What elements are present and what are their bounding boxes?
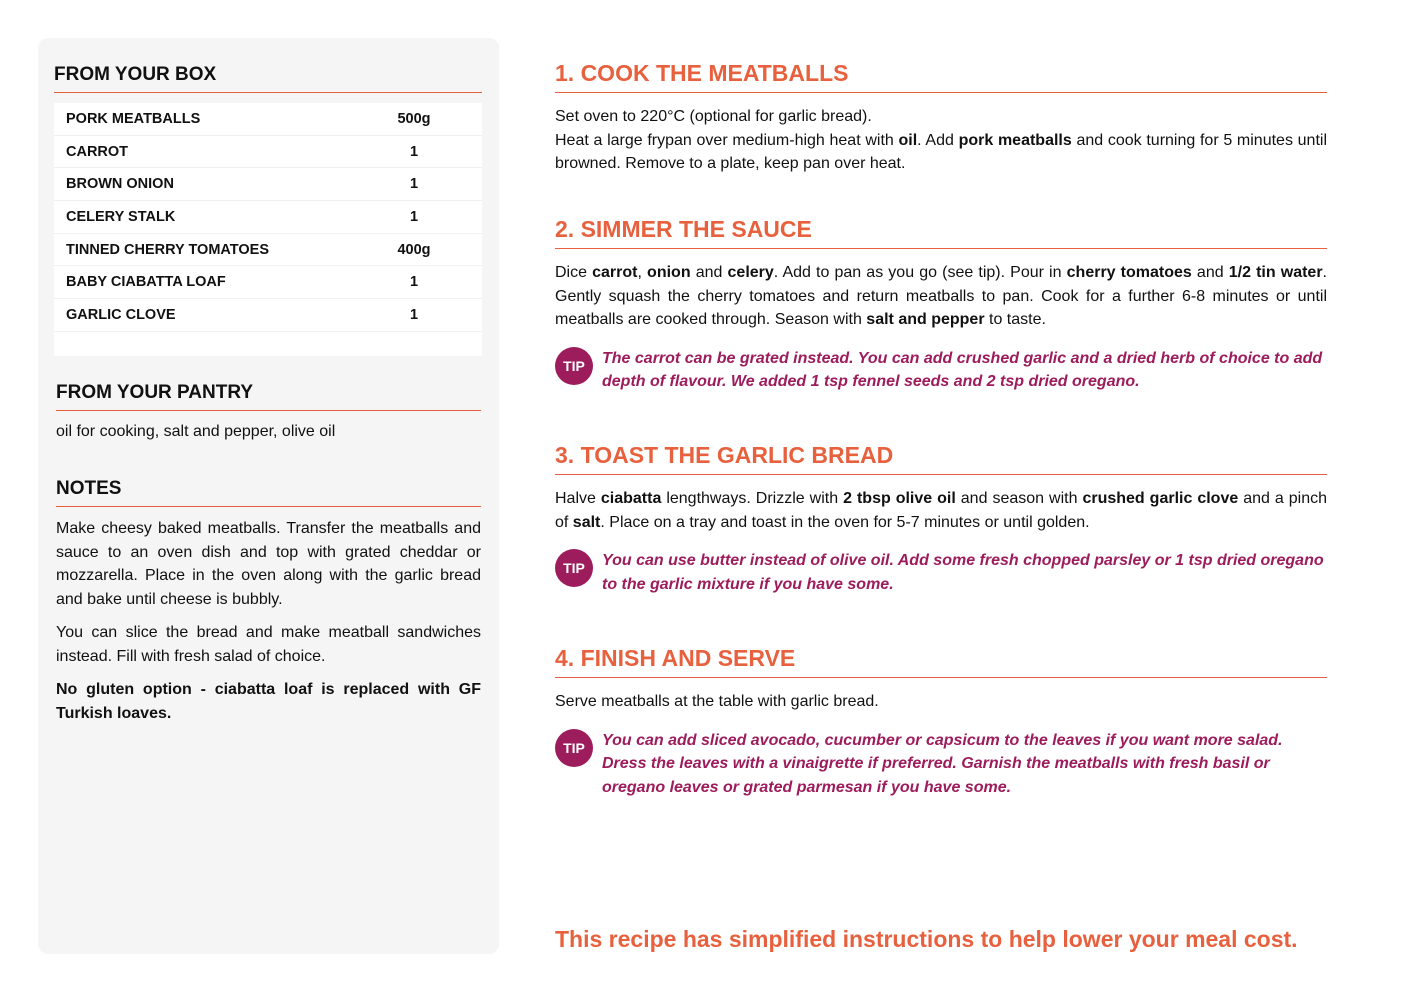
notes-gluten-option: No gluten option - ciabatta loaf is replaced with GF Turkish loaves.	[56, 681, 481, 722]
tip-badge: TIP	[555, 729, 593, 767]
step-body	[555, 261, 1327, 332]
step-text: Halve	[555, 490, 601, 507]
notes-paragraph: You can slice the bread and make meatball sandwiches instead. Fill with fresh salad of choice.	[56, 624, 481, 665]
step-ingredient: onion	[647, 264, 691, 281]
sidebar-panel	[38, 38, 499, 954]
tip-box	[555, 549, 1327, 596]
pantry-text: oil for cooking, salt and pepper, olive oil	[56, 423, 336, 440]
step-title: 4. FINISH AND SERVE	[555, 645, 1327, 678]
step-text: . Place on a tray and toast in the oven for 5-7 minutes or until golden.	[600, 513, 1090, 531]
tip-badge: TIP	[555, 347, 593, 385]
step-title: 2. SIMMER THE SAUCE	[555, 216, 1327, 249]
table-row	[54, 103, 482, 136]
step-ingredient: celery	[727, 264, 774, 281]
tip-box	[555, 347, 1327, 394]
tip-text: The carrot can be grated instead. You can add crushed garlic and a dried herb of choice to add depth of flavour. We added 1 tsp fennel seeds and 2 tsp dried oregano.	[602, 349, 1323, 390]
ingredient-name: PORK MEATBALLS	[66, 110, 201, 127]
step-text: Heat a large frypan over medium-high heat with	[555, 131, 899, 149]
ingredient-name: TINNED CHERRY TOMATOES	[66, 241, 270, 258]
table-row	[54, 168, 482, 201]
step-ingredient: oil	[898, 131, 918, 149]
step-title: 1. COOK THE MEATBALLS	[555, 60, 1327, 93]
table-row	[54, 201, 482, 234]
from-your-box-section	[54, 64, 482, 356]
step-text: Dice	[555, 264, 593, 281]
step-text: and cook turning for 5 minutes until browned. Remove to a plate, keep pan over heat.	[555, 131, 1327, 172]
step-text: and a pinch of	[555, 490, 1328, 531]
notes-section	[56, 478, 481, 725]
step-body	[555, 105, 1327, 176]
ingredient-qty: 1	[409, 143, 419, 160]
step-text: and	[1191, 264, 1229, 281]
step-text: and	[690, 264, 728, 281]
step-ingredient: crushed garlic clove	[1082, 490, 1239, 507]
ingredient-qty: 1	[409, 176, 419, 193]
step-body: Serve meatballs at the table with garlic bread.	[555, 693, 879, 710]
ingredient-qty: 500g	[397, 110, 431, 127]
ingredient-name: CELERY STALK	[66, 208, 176, 225]
step-ingredient: carrot	[592, 264, 638, 281]
tip-badge: TIP	[555, 549, 593, 587]
step-3	[555, 442, 1327, 596]
pantry-title: FROM YOUR PANTRY	[56, 382, 481, 411]
step-ingredient: pork meatballs	[958, 131, 1072, 149]
step-body	[555, 487, 1327, 534]
table-row	[54, 234, 482, 267]
ingredient-name: CARROT	[66, 143, 129, 160]
ingredient-name: BABY CIABATTA LOAF	[66, 274, 226, 291]
step-4	[555, 645, 1327, 799]
step-ingredient: salt and pepper	[866, 311, 985, 328]
step-ingredient: salt	[572, 513, 601, 531]
step-2	[555, 216, 1327, 394]
ingredient-qty: 1	[409, 306, 419, 323]
step-text: . Add to pan as you go (see tip). Pour in	[773, 264, 1067, 281]
step-ingredient: 2 tbsp olive oil	[843, 490, 956, 507]
tip-box	[555, 729, 1327, 800]
step-title: 3. TOAST THE GARLIC BREAD	[555, 442, 1327, 475]
ingredient-qty: 1	[409, 274, 419, 291]
from-your-pantry-section	[56, 382, 481, 441]
ingredients-table	[54, 103, 482, 356]
tip-text: You can use butter instead of olive oil. Add some fresh chopped parsley or 1 tsp dried oregano to the garlic mixture if you have some.	[602, 552, 1324, 593]
step-text: ,	[637, 264, 648, 281]
notes-paragraph: Make cheesy baked meatballs. Transfer the meatballs and sauce to an oven dish and top with grated cheddar or mozzarella. Place in the oven along with the garlic bread and bake until cheese is bubbly.	[56, 520, 481, 608]
step-ingredient: cherry tomatoes	[1066, 264, 1192, 281]
table-row	[54, 266, 482, 299]
step-text: to taste.	[984, 311, 1046, 328]
tip-text: You can add sliced avocado, cucumber or capsicum to the leaves if you want more salad. Dress the leaves with a vinaigrette if preferred. Garnish the meatballs with fresh basil or oregano leaves or grated parmesan if you have some.	[602, 731, 1283, 796]
step-ingredient: 1/2 tin water	[1228, 264, 1323, 281]
step-text: lengthways. Drizzle with	[661, 490, 844, 507]
step-text: . Gently squash the cherry tomatoes and return meatballs to pan. Cook for a further 6-8 minutes or until meatballs are cooked through. Season with	[555, 264, 1327, 328]
step-ingredient: ciabatta	[600, 490, 662, 507]
ingredient-qty: 400g	[397, 241, 431, 258]
table-row	[54, 136, 482, 169]
footer-note: This recipe has simplified instructions to help lower your meal cost.	[555, 926, 1298, 952]
ingredient-name: GARLIC CLOVE	[66, 306, 176, 323]
step-text: and season with	[955, 490, 1083, 507]
notes-title: NOTES	[56, 478, 481, 507]
step-1	[555, 60, 1327, 176]
ingredient-name: BROWN ONION	[66, 176, 174, 193]
box-title: FROM YOUR BOX	[54, 64, 482, 93]
ingredient-qty: 1	[409, 208, 419, 225]
table-row	[54, 299, 482, 332]
step-text: Set oven to 220°C (optional for garlic bread).	[555, 108, 872, 125]
step-text: . Add	[917, 131, 959, 149]
